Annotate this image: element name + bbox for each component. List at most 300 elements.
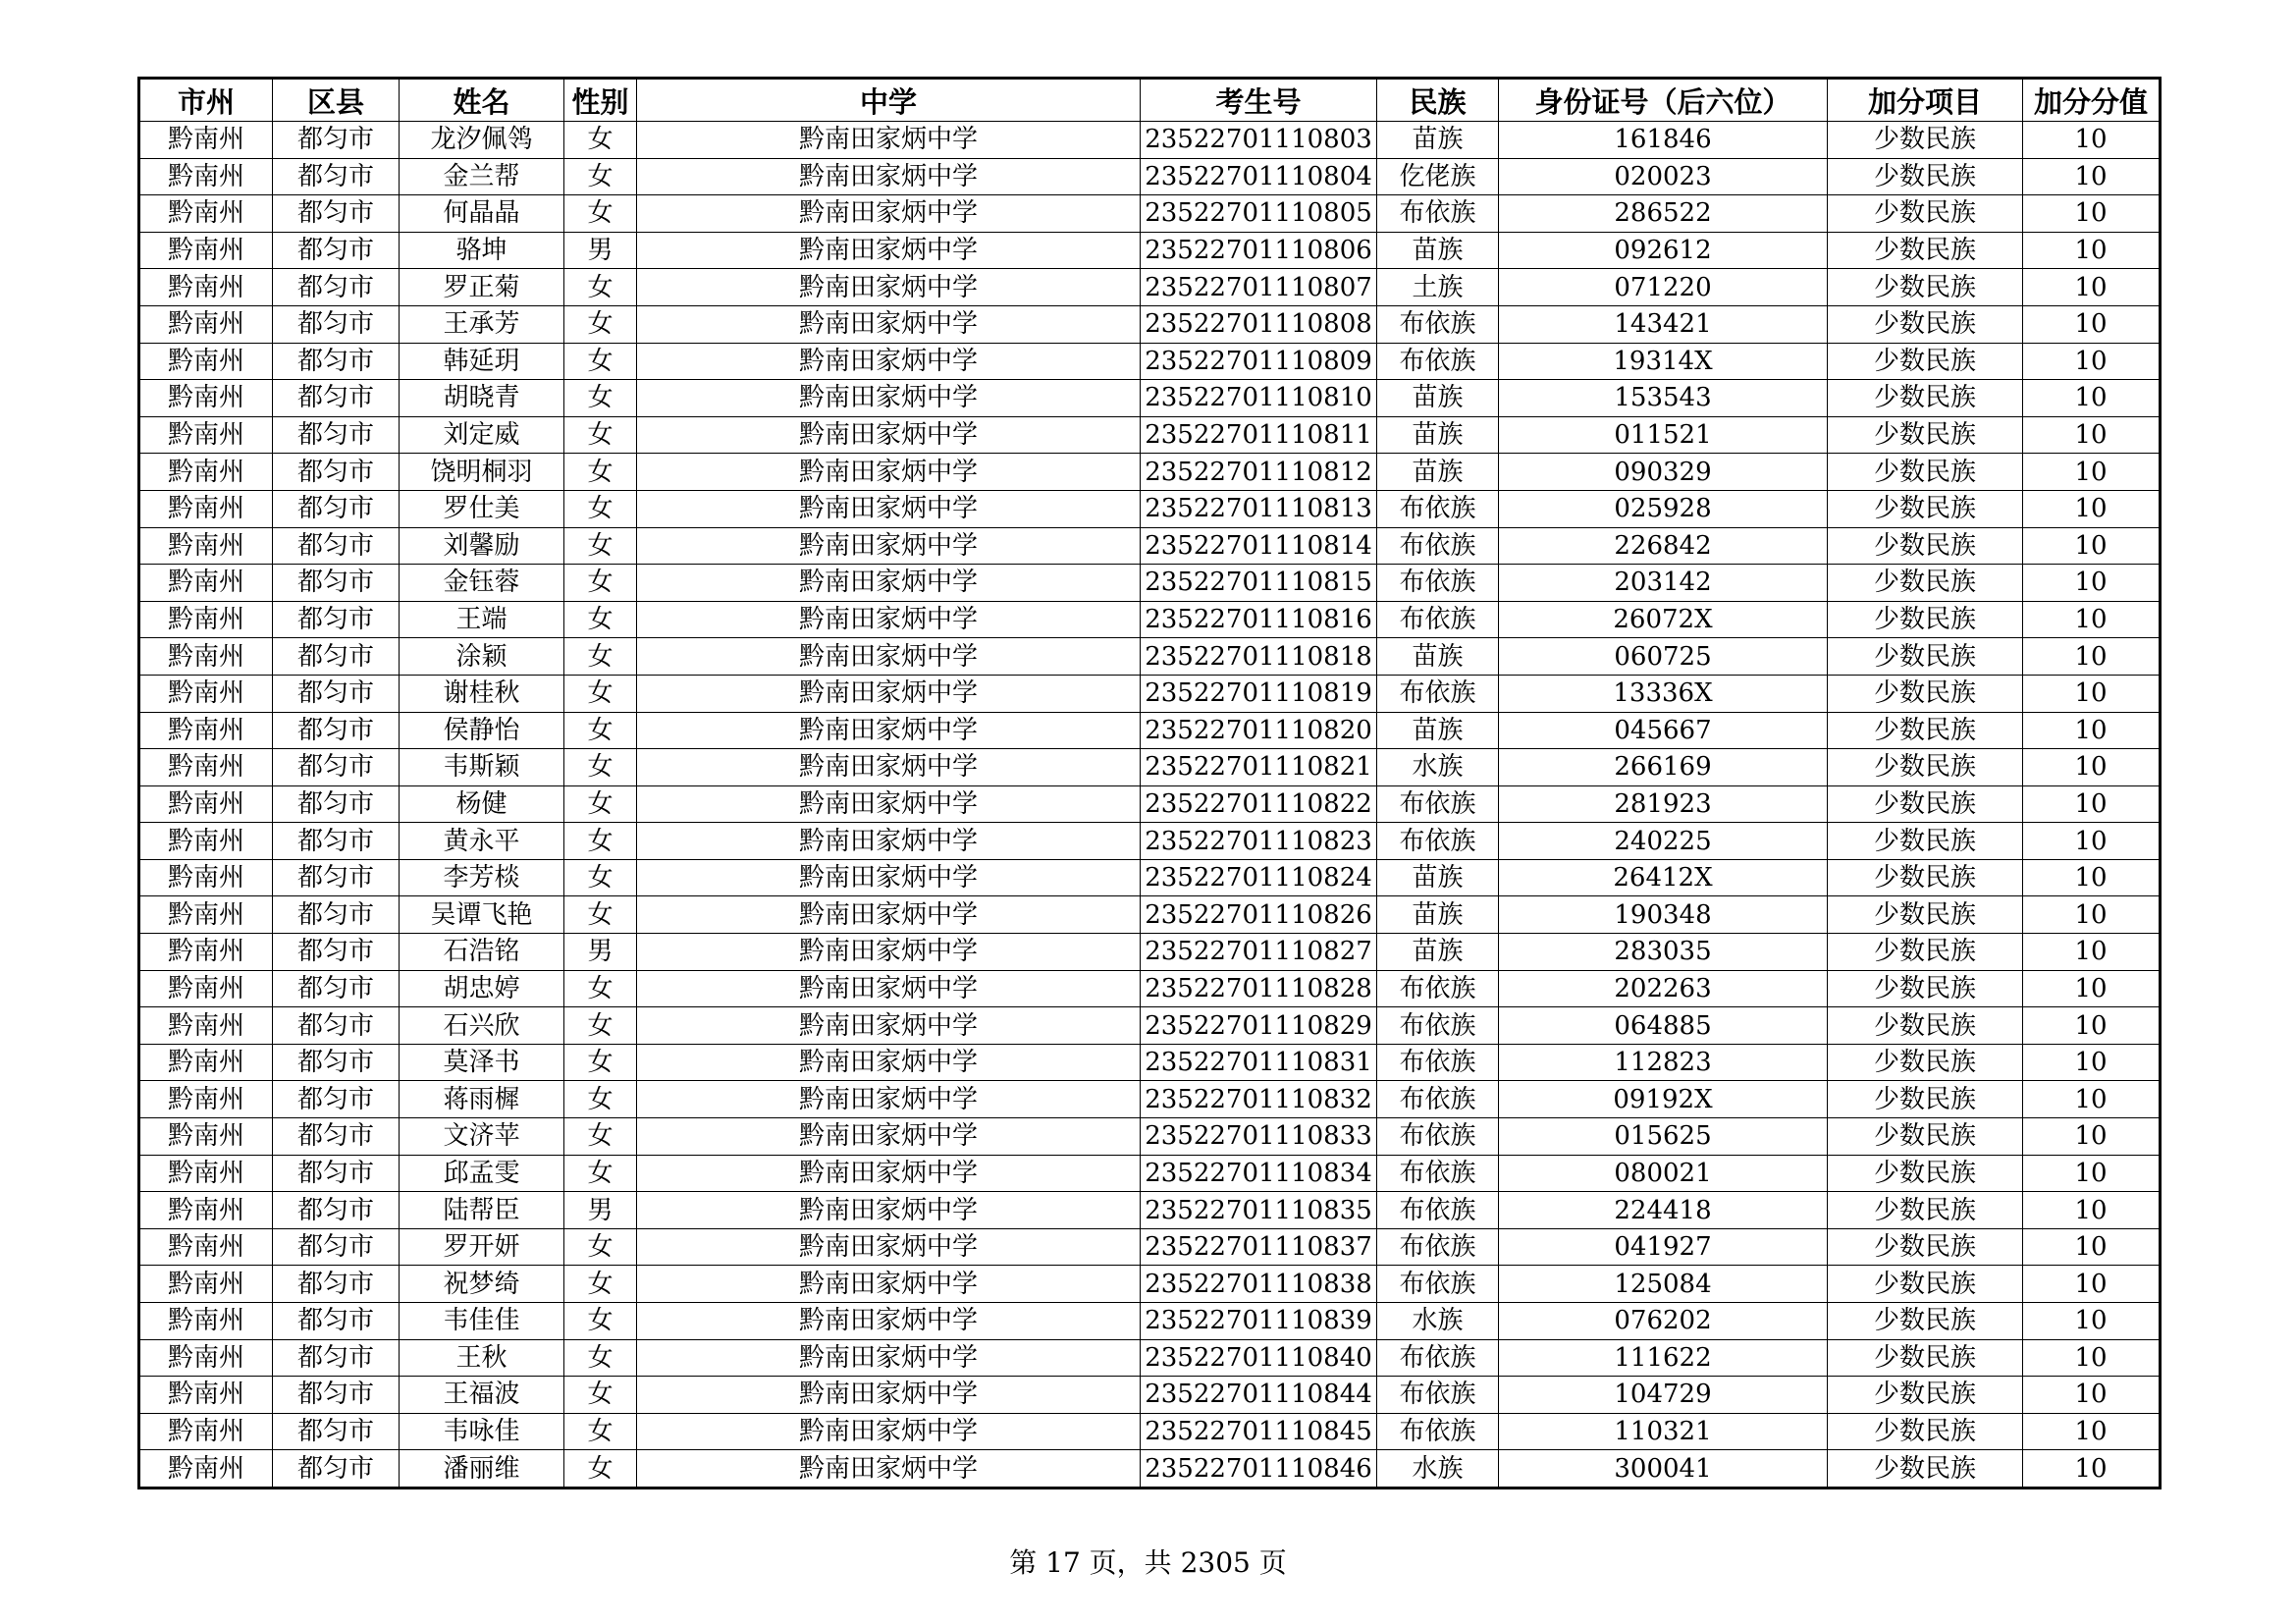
cell-col-exam-number: 23522701110845: [1141, 1413, 1377, 1450]
cell-col-ethnicity: 布依族: [1377, 675, 1499, 712]
cell-col-ethnicity: 布依族: [1377, 305, 1499, 343]
table-body: [139, 122, 2161, 1489]
cell-col-school: 黔南田家炳中学: [637, 232, 1141, 269]
cell-col-name: 吴谭飞艳: [400, 896, 564, 934]
cell-col-name: 黄永平: [400, 823, 564, 860]
cell-col-city: 黔南州: [139, 305, 273, 343]
cell-col-exam-number: 23522701110821: [1141, 749, 1377, 786]
cell-col-school: 黔南田家炳中学: [637, 675, 1141, 712]
cell-col-exam-number: 23522701110833: [1141, 1118, 1377, 1156]
cell-col-school: 黔南田家炳中学: [637, 158, 1141, 195]
cell-col-exam-number: 23522701110823: [1141, 823, 1377, 860]
cell-col-ethnicity: 布依族: [1377, 195, 1499, 233]
cell-col-bonus-points: 10: [2023, 380, 2161, 417]
table-row: [139, 970, 2161, 1007]
table-row: [139, 454, 2161, 491]
header-col-city: 市州: [139, 79, 273, 122]
cell-col-bonus-points: 10: [2023, 1118, 2161, 1156]
cell-col-id-last-six: 064885: [1499, 1007, 1828, 1045]
cell-col-bonus-points: 10: [2023, 1303, 2161, 1340]
cell-col-gender: 女: [564, 565, 637, 602]
table-row: [139, 1266, 2161, 1303]
cell-col-bonus-item: 少数民族: [1828, 859, 2023, 896]
cell-col-ethnicity: 布依族: [1377, 1081, 1499, 1118]
cell-col-ethnicity: 布依族: [1377, 1266, 1499, 1303]
cell-col-bonus-points: 10: [2023, 1377, 2161, 1414]
table-row: [139, 305, 2161, 343]
cell-col-district: 都匀市: [273, 1155, 400, 1192]
cell-col-ethnicity: 布依族: [1377, 601, 1499, 638]
cell-col-school: 黔南田家炳中学: [637, 1303, 1141, 1340]
header-row: [139, 79, 2161, 122]
cell-col-district: 都匀市: [273, 416, 400, 454]
cell-col-name: 陆帮臣: [400, 1192, 564, 1229]
table-row: [139, 638, 2161, 676]
cell-col-id-last-six: 011521: [1499, 416, 1828, 454]
table-row: [139, 380, 2161, 417]
cell-col-id-last-six: 161846: [1499, 122, 1828, 159]
cell-col-bonus-item: 少数民族: [1828, 122, 2023, 159]
cell-col-gender: 女: [564, 1413, 637, 1450]
cell-col-ethnicity: 布依族: [1377, 785, 1499, 823]
cell-col-district: 都匀市: [273, 454, 400, 491]
cell-col-gender: 女: [564, 416, 637, 454]
cell-col-school: 黔南田家炳中学: [637, 1081, 1141, 1118]
cell-col-bonus-points: 10: [2023, 1155, 2161, 1192]
cell-col-name: 胡忠婷: [400, 970, 564, 1007]
table-row: [139, 749, 2161, 786]
cell-col-bonus-points: 10: [2023, 1413, 2161, 1450]
table-row: [139, 1007, 2161, 1045]
cell-col-school: 黔南田家炳中学: [637, 343, 1141, 380]
table-row: [139, 934, 2161, 971]
cell-col-name: 罗开妍: [400, 1228, 564, 1266]
cell-col-id-last-six: 143421: [1499, 305, 1828, 343]
table-row: [139, 601, 2161, 638]
cell-col-district: 都匀市: [273, 1044, 400, 1081]
cell-col-id-last-six: 071220: [1499, 269, 1828, 306]
cell-col-exam-number: 23522701110834: [1141, 1155, 1377, 1192]
cell-col-city: 黔南州: [139, 527, 273, 565]
cell-col-city: 黔南州: [139, 1339, 273, 1377]
table-row: [139, 1192, 2161, 1229]
cell-col-ethnicity: 布依族: [1377, 1413, 1499, 1450]
cell-col-bonus-item: 少数民族: [1828, 1450, 2023, 1489]
cell-col-school: 黔南田家炳中学: [637, 1377, 1141, 1414]
cell-col-school: 黔南田家炳中学: [637, 1155, 1141, 1192]
cell-col-city: 黔南州: [139, 601, 273, 638]
cell-col-ethnicity: 布依族: [1377, 1007, 1499, 1045]
cell-col-name: 潘丽维: [400, 1450, 564, 1489]
cell-col-city: 黔南州: [139, 970, 273, 1007]
cell-col-ethnicity: 布依族: [1377, 1377, 1499, 1414]
cell-col-id-last-six: 190348: [1499, 896, 1828, 934]
cell-col-ethnicity: 苗族: [1377, 896, 1499, 934]
cell-col-bonus-item: 少数民族: [1828, 490, 2023, 527]
cell-col-ethnicity: 仡佬族: [1377, 158, 1499, 195]
cell-col-school: 黔南田家炳中学: [637, 490, 1141, 527]
cell-col-exam-number: 23522701110814: [1141, 527, 1377, 565]
cell-col-exam-number: 23522701110837: [1141, 1228, 1377, 1266]
cell-col-district: 都匀市: [273, 896, 400, 934]
cell-col-city: 黔南州: [139, 1044, 273, 1081]
cell-col-name: 金钰蓉: [400, 565, 564, 602]
cell-col-name: 莫泽书: [400, 1044, 564, 1081]
cell-col-school: 黔南田家炳中学: [637, 1007, 1141, 1045]
cell-col-gender: 女: [564, 749, 637, 786]
cell-col-name: 王秋: [400, 1339, 564, 1377]
table-row: [139, 1118, 2161, 1156]
cell-col-gender: 女: [564, 1266, 637, 1303]
cell-col-bonus-points: 10: [2023, 565, 2161, 602]
cell-col-id-last-six: 203142: [1499, 565, 1828, 602]
cell-col-city: 黔南州: [139, 1377, 273, 1414]
table-row: [139, 1228, 2161, 1266]
header-col-district: 区县: [273, 79, 400, 122]
table-row: [139, 490, 2161, 527]
cell-col-bonus-item: 少数民族: [1828, 305, 2023, 343]
cell-col-gender: 女: [564, 343, 637, 380]
cell-col-school: 黔南田家炳中学: [637, 1228, 1141, 1266]
cell-col-gender: 女: [564, 859, 637, 896]
cell-col-id-last-six: 104729: [1499, 1377, 1828, 1414]
table-row: [139, 1044, 2161, 1081]
cell-col-district: 都匀市: [273, 158, 400, 195]
cell-col-city: 黔南州: [139, 343, 273, 380]
cell-col-ethnicity: 苗族: [1377, 380, 1499, 417]
cell-col-name: 李芳棪: [400, 859, 564, 896]
cell-col-gender: 男: [564, 232, 637, 269]
cell-col-district: 都匀市: [273, 1339, 400, 1377]
table-row: [139, 232, 2161, 269]
cell-col-bonus-points: 10: [2023, 527, 2161, 565]
cell-col-exam-number: 23522701110803: [1141, 122, 1377, 159]
cell-col-exam-number: 23522701110840: [1141, 1339, 1377, 1377]
cell-col-gender: 女: [564, 1118, 637, 1156]
cell-col-bonus-points: 10: [2023, 1081, 2161, 1118]
cell-col-exam-number: 23522701110820: [1141, 712, 1377, 749]
cell-col-ethnicity: 水族: [1377, 1303, 1499, 1340]
cell-col-id-last-six: 226842: [1499, 527, 1828, 565]
cell-col-ethnicity: 布依族: [1377, 1044, 1499, 1081]
cell-col-district: 都匀市: [273, 1118, 400, 1156]
cell-col-exam-number: 23522701110838: [1141, 1266, 1377, 1303]
cell-col-bonus-item: 少数民族: [1828, 749, 2023, 786]
cell-col-city: 黔南州: [139, 638, 273, 676]
cell-col-school: 黔南田家炳中学: [637, 305, 1141, 343]
cell-col-name: 蒋雨樨: [400, 1081, 564, 1118]
cell-col-school: 黔南田家炳中学: [637, 785, 1141, 823]
cell-col-bonus-item: 少数民族: [1828, 269, 2023, 306]
cell-col-name: 王端: [400, 601, 564, 638]
cell-col-school: 黔南田家炳中学: [637, 416, 1141, 454]
cell-col-bonus-item: 少数民族: [1828, 638, 2023, 676]
cell-col-name: 罗仕美: [400, 490, 564, 527]
cell-col-exam-number: 23522701110805: [1141, 195, 1377, 233]
cell-col-bonus-item: 少数民族: [1828, 343, 2023, 380]
table-row: [139, 1377, 2161, 1414]
header-col-bonus-item: 加分项目: [1828, 79, 2023, 122]
cell-col-id-last-six: 224418: [1499, 1192, 1828, 1229]
cell-col-bonus-item: 少数民族: [1828, 1044, 2023, 1081]
cell-col-gender: 女: [564, 490, 637, 527]
cell-col-bonus-points: 10: [2023, 269, 2161, 306]
cell-col-exam-number: 23522701110844: [1141, 1377, 1377, 1414]
header-col-id-last-six: 身份证号（后六位）: [1499, 79, 1828, 122]
cell-col-gender: 女: [564, 122, 637, 159]
cell-col-bonus-points: 10: [2023, 454, 2161, 491]
header-col-ethnicity: 民族: [1377, 79, 1499, 122]
cell-col-id-last-six: 090329: [1499, 454, 1828, 491]
cell-col-district: 都匀市: [273, 1377, 400, 1414]
cell-col-id-last-six: 045667: [1499, 712, 1828, 749]
cell-col-school: 黔南田家炳中学: [637, 565, 1141, 602]
cell-col-id-last-six: 041927: [1499, 1228, 1828, 1266]
cell-col-bonus-points: 10: [2023, 1044, 2161, 1081]
cell-col-id-last-six: 286522: [1499, 195, 1828, 233]
cell-col-bonus-points: 10: [2023, 934, 2161, 971]
cell-col-gender: 女: [564, 527, 637, 565]
table-row: [139, 195, 2161, 233]
cell-col-bonus-points: 10: [2023, 785, 2161, 823]
cell-col-bonus-points: 10: [2023, 712, 2161, 749]
cell-col-city: 黔南州: [139, 675, 273, 712]
cell-col-school: 黔南田家炳中学: [637, 823, 1141, 860]
cell-col-id-last-six: 26412X: [1499, 859, 1828, 896]
table-row: [139, 1413, 2161, 1450]
cell-col-exam-number: 23522701110807: [1141, 269, 1377, 306]
table-row: [139, 416, 2161, 454]
cell-col-bonus-item: 少数民族: [1828, 601, 2023, 638]
cell-col-district: 都匀市: [273, 1228, 400, 1266]
cell-col-name: 王承芳: [400, 305, 564, 343]
cell-col-bonus-points: 10: [2023, 158, 2161, 195]
cell-col-district: 都匀市: [273, 934, 400, 971]
cell-col-exam-number: 23522701110804: [1141, 158, 1377, 195]
cell-col-exam-number: 23522701110819: [1141, 675, 1377, 712]
cell-col-district: 都匀市: [273, 195, 400, 233]
cell-col-name: 邱孟雯: [400, 1155, 564, 1192]
cell-col-exam-number: 23522701110826: [1141, 896, 1377, 934]
table-row: [139, 1303, 2161, 1340]
cell-col-bonus-item: 少数民族: [1828, 527, 2023, 565]
header-col-name: 姓名: [400, 79, 564, 122]
cell-col-gender: 女: [564, 1303, 637, 1340]
cell-col-city: 黔南州: [139, 859, 273, 896]
cell-col-district: 都匀市: [273, 1413, 400, 1450]
cell-col-district: 都匀市: [273, 1303, 400, 1340]
cell-col-name: 韦斯颖: [400, 749, 564, 786]
cell-col-name: 刘定威: [400, 416, 564, 454]
cell-col-id-last-six: 080021: [1499, 1155, 1828, 1192]
cell-col-bonus-points: 10: [2023, 896, 2161, 934]
cell-col-district: 都匀市: [273, 305, 400, 343]
cell-col-school: 黔南田家炳中学: [637, 749, 1141, 786]
cell-col-id-last-six: 015625: [1499, 1118, 1828, 1156]
cell-col-exam-number: 23522701110816: [1141, 601, 1377, 638]
cell-col-gender: 女: [564, 1339, 637, 1377]
cell-col-name: 韩延玥: [400, 343, 564, 380]
cell-col-school: 黔南田家炳中学: [637, 1118, 1141, 1156]
cell-col-bonus-points: 10: [2023, 343, 2161, 380]
cell-col-school: 黔南田家炳中学: [637, 269, 1141, 306]
cell-col-bonus-item: 少数民族: [1828, 712, 2023, 749]
cell-col-gender: 女: [564, 454, 637, 491]
table-row: [139, 823, 2161, 860]
cell-col-city: 黔南州: [139, 565, 273, 602]
cell-col-id-last-six: 125084: [1499, 1266, 1828, 1303]
cell-col-bonus-item: 少数民族: [1828, 195, 2023, 233]
cell-col-district: 都匀市: [273, 601, 400, 638]
cell-col-bonus-points: 10: [2023, 675, 2161, 712]
cell-col-city: 黔南州: [139, 749, 273, 786]
cell-col-bonus-points: 10: [2023, 859, 2161, 896]
cell-col-district: 都匀市: [273, 675, 400, 712]
table-row: [139, 343, 2161, 380]
cell-col-id-last-six: 153543: [1499, 380, 1828, 417]
cell-col-gender: 女: [564, 195, 637, 233]
cell-col-bonus-item: 少数民族: [1828, 934, 2023, 971]
cell-col-id-last-six: 020023: [1499, 158, 1828, 195]
cell-col-city: 黔南州: [139, 232, 273, 269]
cell-col-name: 骆坤: [400, 232, 564, 269]
cell-col-bonus-item: 少数民族: [1828, 1377, 2023, 1414]
cell-col-district: 都匀市: [273, 1081, 400, 1118]
cell-col-city: 黔南州: [139, 158, 273, 195]
cell-col-exam-number: 23522701110839: [1141, 1303, 1377, 1340]
cell-col-exam-number: 23522701110809: [1141, 343, 1377, 380]
cell-col-bonus-points: 10: [2023, 490, 2161, 527]
table-row: [139, 1450, 2161, 1489]
cell-col-district: 都匀市: [273, 343, 400, 380]
cell-col-id-last-six: 092612: [1499, 232, 1828, 269]
cell-col-name: 韦咏佳: [400, 1413, 564, 1450]
cell-col-bonus-item: 少数民族: [1828, 1155, 2023, 1192]
cell-col-school: 黔南田家炳中学: [637, 1044, 1141, 1081]
cell-col-exam-number: 23522701110827: [1141, 934, 1377, 971]
cell-col-district: 都匀市: [273, 122, 400, 159]
cell-col-district: 都匀市: [273, 565, 400, 602]
cell-col-gender: 女: [564, 1081, 637, 1118]
cell-col-exam-number: 23522701110824: [1141, 859, 1377, 896]
cell-col-gender: 女: [564, 970, 637, 1007]
cell-col-bonus-item: 少数民族: [1828, 823, 2023, 860]
cell-col-school: 黔南田家炳中学: [637, 896, 1141, 934]
cell-col-city: 黔南州: [139, 1450, 273, 1489]
cell-col-id-last-six: 19314X: [1499, 343, 1828, 380]
cell-col-city: 黔南州: [139, 416, 273, 454]
cell-col-school: 黔南田家炳中学: [637, 1413, 1141, 1450]
cell-col-school: 黔南田家炳中学: [637, 195, 1141, 233]
cell-col-exam-number: 23522701110811: [1141, 416, 1377, 454]
cell-col-name: 刘馨励: [400, 527, 564, 565]
cell-col-name: 罗正菊: [400, 269, 564, 306]
cell-col-ethnicity: 布依族: [1377, 1192, 1499, 1229]
cell-col-name: 谢桂秋: [400, 675, 564, 712]
cell-col-id-last-six: 13336X: [1499, 675, 1828, 712]
cell-col-school: 黔南田家炳中学: [637, 122, 1141, 159]
cell-col-id-last-six: 281923: [1499, 785, 1828, 823]
cell-col-bonus-points: 10: [2023, 823, 2161, 860]
cell-col-district: 都匀市: [273, 749, 400, 786]
cell-col-bonus-item: 少数民族: [1828, 1413, 2023, 1450]
cell-col-district: 都匀市: [273, 785, 400, 823]
cell-col-bonus-item: 少数民族: [1828, 454, 2023, 491]
cell-col-school: 黔南田家炳中学: [637, 1192, 1141, 1229]
cell-col-bonus-item: 少数民族: [1828, 158, 2023, 195]
table-row: [139, 712, 2161, 749]
cell-col-bonus-item: 少数民族: [1828, 380, 2023, 417]
cell-col-bonus-item: 少数民族: [1828, 1266, 2023, 1303]
cell-col-gender: 女: [564, 823, 637, 860]
cell-col-ethnicity: 布依族: [1377, 1155, 1499, 1192]
cell-col-id-last-six: 060725: [1499, 638, 1828, 676]
cell-col-gender: 女: [564, 712, 637, 749]
table-row: [139, 675, 2161, 712]
cell-col-name: 文济苹: [400, 1118, 564, 1156]
cell-col-gender: 女: [564, 1228, 637, 1266]
cell-col-bonus-points: 10: [2023, 1450, 2161, 1489]
cell-col-id-last-six: 202263: [1499, 970, 1828, 1007]
cell-col-city: 黔南州: [139, 1081, 273, 1118]
cell-col-gender: 男: [564, 1192, 637, 1229]
roster-table: [137, 77, 2162, 1489]
cell-col-ethnicity: 土族: [1377, 269, 1499, 306]
cell-col-school: 黔南田家炳中学: [637, 601, 1141, 638]
cell-col-city: 黔南州: [139, 1413, 273, 1450]
cell-col-district: 都匀市: [273, 1450, 400, 1489]
cell-col-bonus-item: 少数民族: [1828, 1007, 2023, 1045]
cell-col-gender: 男: [564, 934, 637, 971]
cell-col-ethnicity: 苗族: [1377, 859, 1499, 896]
cell-col-city: 黔南州: [139, 934, 273, 971]
cell-col-bonus-points: 10: [2023, 1228, 2161, 1266]
cell-col-bonus-points: 10: [2023, 601, 2161, 638]
cell-col-school: 黔南田家炳中学: [637, 859, 1141, 896]
cell-col-district: 都匀市: [273, 638, 400, 676]
cell-col-school: 黔南田家炳中学: [637, 454, 1141, 491]
table-row: [139, 158, 2161, 195]
cell-col-bonus-points: 10: [2023, 195, 2161, 233]
cell-col-gender: 女: [564, 380, 637, 417]
cell-col-school: 黔南田家炳中学: [637, 934, 1141, 971]
cell-col-district: 都匀市: [273, 269, 400, 306]
cell-col-district: 都匀市: [273, 232, 400, 269]
cell-col-district: 都匀市: [273, 712, 400, 749]
cell-col-ethnicity: 布依族: [1377, 1228, 1499, 1266]
cell-col-ethnicity: 苗族: [1377, 232, 1499, 269]
cell-col-district: 都匀市: [273, 970, 400, 1007]
cell-col-gender: 女: [564, 601, 637, 638]
cell-col-bonus-item: 少数民族: [1828, 1303, 2023, 1340]
cell-col-name: 韦佳佳: [400, 1303, 564, 1340]
cell-col-name: 杨健: [400, 785, 564, 823]
cell-col-bonus-points: 10: [2023, 122, 2161, 159]
cell-col-id-last-six: 266169: [1499, 749, 1828, 786]
cell-col-bonus-points: 10: [2023, 1007, 2161, 1045]
cell-col-id-last-six: 09192X: [1499, 1081, 1828, 1118]
cell-col-city: 黔南州: [139, 269, 273, 306]
cell-col-district: 都匀市: [273, 1266, 400, 1303]
cell-col-bonus-item: 少数民族: [1828, 785, 2023, 823]
cell-col-gender: 女: [564, 896, 637, 934]
cell-col-id-last-six: 110321: [1499, 1413, 1828, 1450]
table-row: [139, 896, 2161, 934]
cell-col-ethnicity: 苗族: [1377, 934, 1499, 971]
cell-col-district: 都匀市: [273, 1192, 400, 1229]
cell-col-city: 黔南州: [139, 1266, 273, 1303]
cell-col-gender: 女: [564, 305, 637, 343]
